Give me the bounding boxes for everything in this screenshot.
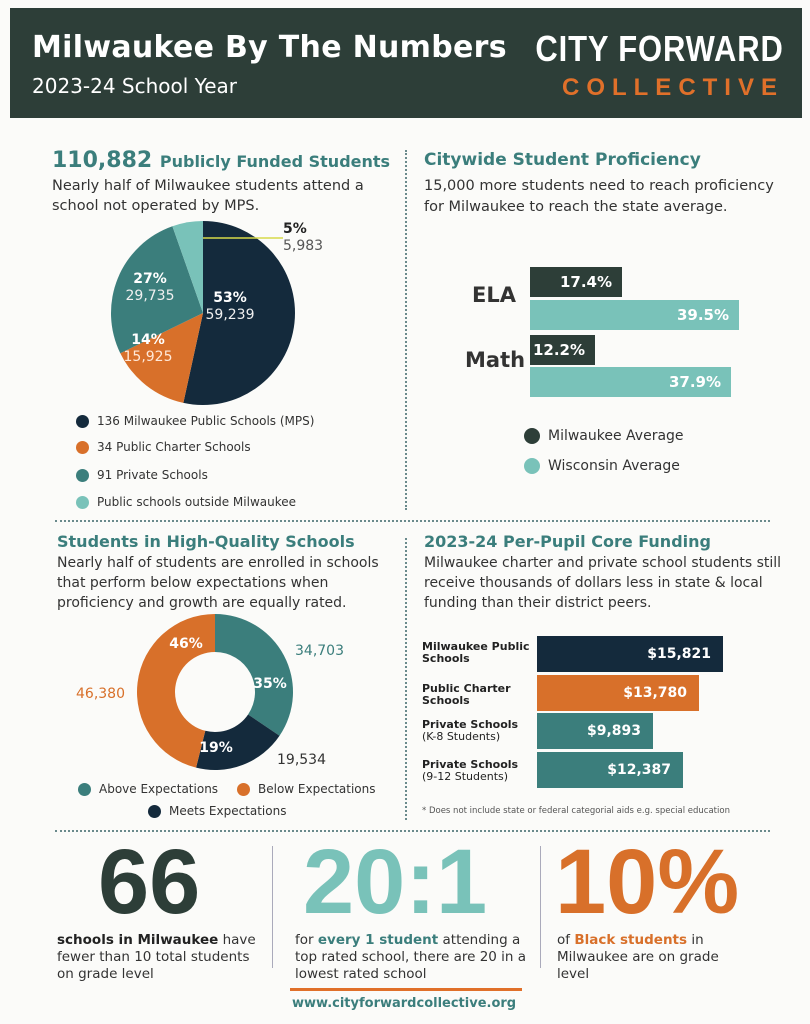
footer-accent-line [290,988,522,991]
footer-url[interactable]: www.cityforwardcollective.org [292,996,517,1011]
students-count: 110,882 [52,148,153,173]
students-pie-chart [100,210,360,410]
donut-value-label: 34,703 [295,643,344,659]
legend-swatch [524,428,540,444]
funding-heading: 2023-24 Per-Pupil Core Funding [424,532,711,551]
page-title: Milwaukee By The Numbers [32,30,507,65]
funding-bar-0: $15,821 [537,636,723,672]
legend-item-milwaukee-average: Milwaukee Average [524,428,684,444]
page-header [10,8,802,118]
funding-label-charter: Public Charter Schools [422,682,511,707]
quality-description: Nearly half of students are enrolled in schools that perform below expectations when proficiency and growth are equally rated. [57,555,379,611]
legend-item-mps: 136 Milwaukee Public Schools (MPS) [76,414,314,428]
stat-10-percent-text: of Black students in Milwaukee are on grade level [557,932,719,982]
funding-bar-1: $13,780 [537,675,699,711]
funding-footnote: * Does not include state or federal categorial aids e.g. special education [422,806,730,816]
students-heading-label: Publicly Funded Students [159,152,391,171]
funding-description: Milwaukee charter and private school students still receive thousands of dollars less in state & local funding than their district peers. [424,555,782,611]
quality-donut-chart [60,612,390,782]
bar-ela-milwaukee: 17.4% [530,267,622,297]
donut-value-label: 19,534 [277,752,326,768]
funding-label-private-k8: Private Schools (K-8 Students) [422,718,519,743]
stat-20-1-text: for every 1 student attending a top rated school, there are 20 in a lowest rated school [295,932,527,982]
pie-percent-label: 53% [213,290,247,306]
donut-percent-label: 19% [199,740,233,756]
legend-swatch [78,783,91,796]
funding-bar-3: $12,387 [537,752,683,788]
legend-swatch [237,783,250,796]
students-description: Nearly half of Milwaukee students attend a school not operated by MPS. [52,178,364,214]
funding-bar-2: $9,893 [537,713,653,749]
legend-item-meets: Meets Expectations [148,804,286,818]
legend-swatch [76,469,89,482]
page-subtitle: 2023-24 School Year [32,74,238,98]
pie-percent-label: 14% [131,332,165,348]
stat-divider-1 [272,846,273,968]
stat-66: 66 [98,831,201,933]
stat-10-percent: 10% [555,831,740,933]
donut-value-label: 46,380 [76,686,125,702]
proficiency-heading: Citywide Student Proficiency [424,150,701,170]
pie-percent-label: 27% [133,271,167,287]
legend-item-below: Below Expectations [237,782,376,796]
pie-value-label: 29,735 [125,288,175,304]
legend-swatch [148,805,161,818]
divider-vertical-bottom [405,538,407,820]
legend-swatch [76,496,89,509]
donut-percent-label: 46% [169,636,203,652]
funding-label-private-912: Private Schools (9-12 Students) [422,758,519,783]
funding-label-mps: Milwaukee Public Schools [422,640,530,665]
students-heading [52,148,390,173]
logo-line-2: COLLECTIVE [561,74,784,101]
stat-66-text: schools in Milwaukee have fewer than 10 total students on grade level [57,932,256,982]
legend-item-wisconsin-average: Wisconsin Average [524,458,680,474]
logo-line-1: CITY FORWARD [535,28,784,69]
legend-item-above: Above Expectations [78,782,218,796]
legend-swatch [76,415,89,428]
divider-vertical-top [405,150,407,510]
legend-item-outside: Public schools outside Milwaukee [76,495,296,509]
bar-math-milwaukee: 12.2% [530,335,595,365]
pie-value-label: 15,925 [123,349,173,365]
bar-ela-wisconsin: 39.5% [530,300,739,330]
legend-item-private: 91 Private Schools [76,468,208,482]
legend-item-charter: 34 Public Charter Schools [76,440,251,454]
pie-value-label: 59,239 [205,307,255,323]
quality-heading: Students in High-Quality Schools [57,532,355,551]
divider-horizontal-mid [55,520,770,522]
bar-label-ela: ELA [472,283,516,307]
stat-20-1: 20:1 [303,831,488,933]
bar-label-math: Math [465,348,526,372]
pie-value-label: 5,983 [283,238,324,254]
legend-swatch [76,441,89,454]
donut-percent-label: 35% [253,676,287,692]
legend-swatch [524,458,540,474]
stat-divider-2 [540,846,541,968]
bar-math-wisconsin: 37.9% [530,367,731,397]
donut-slice-above [215,614,293,736]
proficiency-description: 15,000 more students need to reach proficiency for Milwaukee to reach the state average. [424,178,774,215]
pie-percent-label: 5% [283,221,307,237]
